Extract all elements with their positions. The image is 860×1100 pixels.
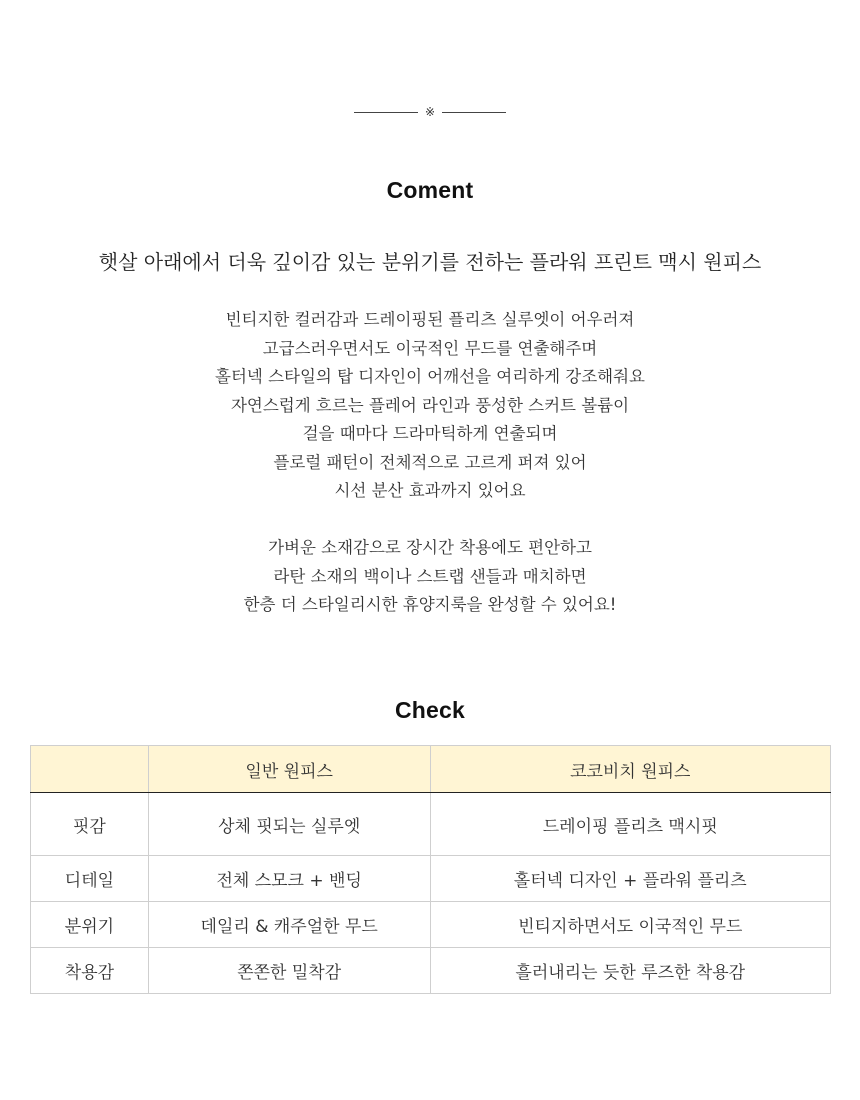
table-row <box>31 948 831 994</box>
regular-cell: 데일리 & 캐주얼한 무드 <box>148 902 430 948</box>
header-cell-cocobeach: 코코비치 원피스 <box>430 746 831 793</box>
coment-title: Coment <box>386 177 474 203</box>
header-cell-empty <box>31 746 149 793</box>
header-cell-regular: 일반 원피스 <box>148 746 430 793</box>
divider-line-right <box>442 112 506 113</box>
regular-cell: 전체 스모크 + 밴딩 <box>148 856 430 902</box>
row-label: 디테일 <box>31 856 149 902</box>
paragraph-line: 가벼운 소재감으로 장시간 착용에도 편안하고 <box>268 538 592 557</box>
paragraph-line: 라탄 소재의 백이나 스트랩 샌들과 매치하면 <box>273 566 587 586</box>
table-header-row <box>31 746 831 793</box>
divider-line-left <box>354 112 418 113</box>
paragraph-line: 한층 더 스타일리시한 휴양지룩을 완성할 수 있어요! <box>243 595 617 614</box>
section-divider <box>0 103 860 121</box>
comparison-table <box>30 745 831 994</box>
paragraph-line: 시선 분산 효과까지 있어요 <box>334 481 526 500</box>
coment-paragraph-2 <box>0 534 860 620</box>
cocobeach-cell: 흘러내리는 듯한 루즈한 착용감 <box>430 948 831 994</box>
coment-paragraph-1 <box>0 306 860 506</box>
paragraph-line: 홀터넥 스타일의 탑 디자인이 어깨선을 여리하게 강조해줘요 <box>215 367 645 386</box>
table-row <box>31 793 831 856</box>
row-label: 분위기 <box>31 902 149 948</box>
paragraph-line: 빈티지한 컬러감과 드레이핑된 플리츠 실루엣이 어우러져 <box>225 310 635 329</box>
coment-headline: 햇살 아래에서 더욱 깊이감 있는 분위기를 전하는 플라워 프린트 맥시 원피스 <box>98 250 762 274</box>
cocobeach-cell: 빈티지하면서도 이국적인 무드 <box>430 902 831 948</box>
cocobeach-cell: 홀터넥 디자인 + 플라워 플리츠 <box>430 856 831 902</box>
paragraph-line: 걸을 때마다 드라마틱하게 연출되며 <box>302 424 558 443</box>
row-label: 핏감 <box>31 793 149 856</box>
table-row <box>31 902 831 948</box>
paragraph-line: 고급스러우면서도 이국적인 무드를 연출해주며 <box>262 338 598 358</box>
regular-cell: 상체 핏되는 실루엣 <box>148 793 430 856</box>
paragraph-line: 플로럴 패턴이 전체적으로 고르게 퍼져 있어 <box>273 452 587 472</box>
check-title: Check <box>394 697 466 723</box>
divider-ornament-icon: ※ <box>424 105 436 119</box>
regular-cell: 쫀쫀한 밀착감 <box>148 948 430 994</box>
cocobeach-cell: 드레이핑 플리츠 맥시핏 <box>430 793 831 856</box>
paragraph-line: 자연스럽게 흐르는 플레어 라인과 풍성한 스커트 볼륨이 <box>230 395 630 415</box>
row-label: 착용감 <box>31 948 149 994</box>
table-row <box>31 856 831 902</box>
